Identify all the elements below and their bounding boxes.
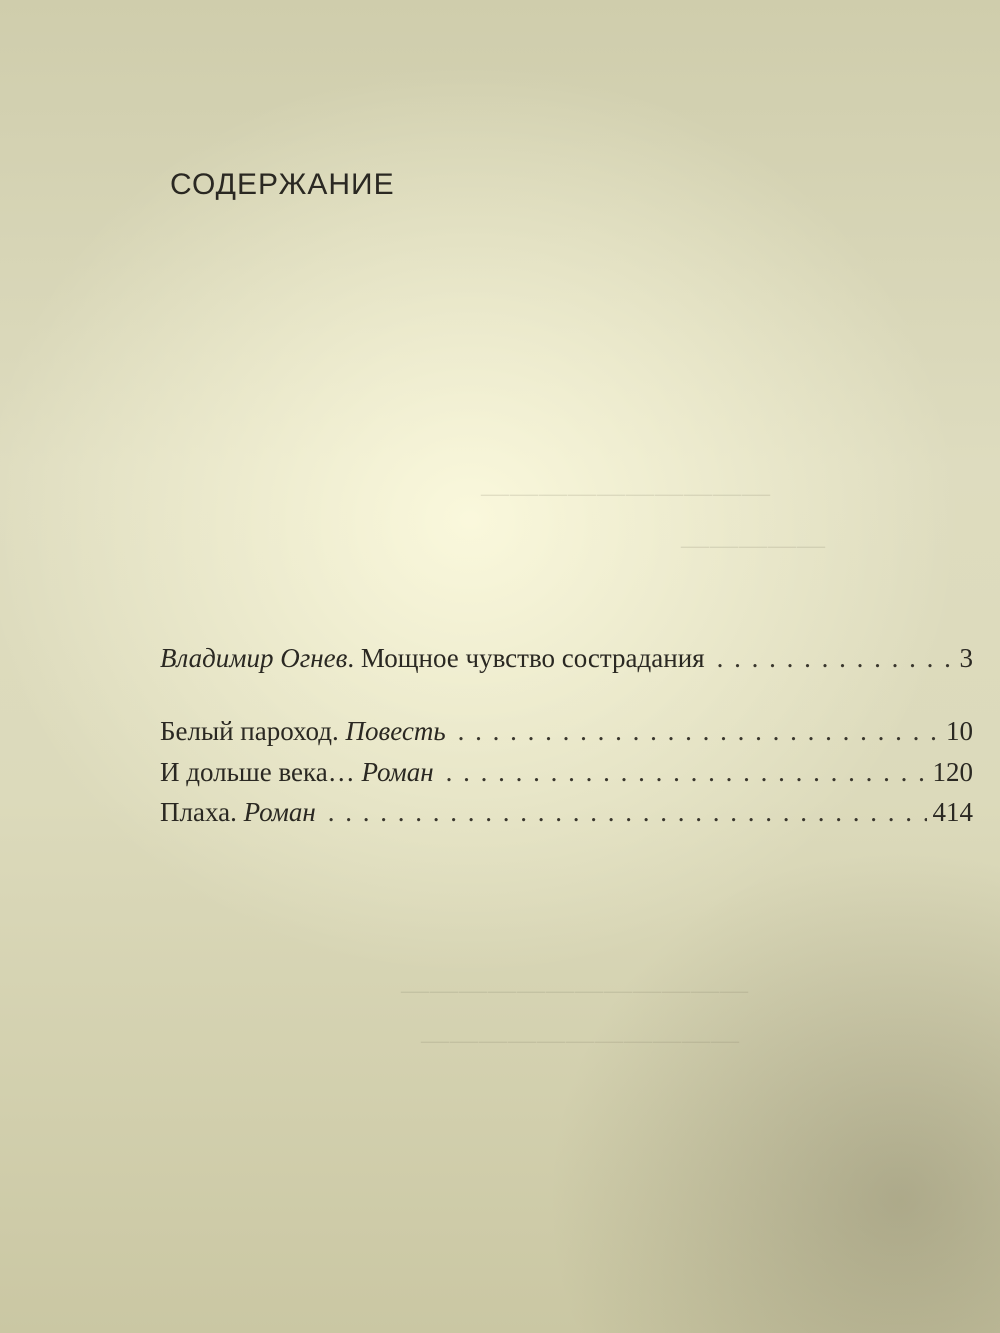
toc-leader-dots — [458, 716, 940, 747]
toc-entry[interactable] — [160, 716, 973, 747]
toc-entry[interactable] — [160, 757, 973, 788]
contents-heading: СОДЕРЖАНИЕ — [170, 168, 395, 201]
toc-work-title: И дольше века… — [160, 757, 355, 787]
bleed-through-text: ———————————— — [400, 975, 748, 1006]
toc-preface-separator: . — [347, 643, 361, 673]
toc-entry[interactable] — [160, 797, 973, 828]
toc-entry-title — [160, 716, 446, 747]
toc-work-genre: Роман — [243, 797, 316, 827]
bleed-through-text: ————— — [680, 530, 825, 561]
toc-leader-dots — [717, 643, 954, 674]
toc-preface-author: Владимир Огнев — [160, 643, 348, 673]
toc-entry-preface[interactable] — [160, 643, 973, 674]
toc-work-title: Белый пароход. — [160, 716, 339, 746]
toc-leader-dots — [328, 797, 927, 828]
bleed-through-text: —————————— — [480, 478, 770, 509]
toc-work-genre: Роман — [361, 757, 434, 787]
toc-leader-dots — [446, 757, 927, 788]
toc-entry-title — [160, 643, 705, 674]
toc-page-number: 120 — [932, 757, 973, 787]
toc-entry-title — [160, 797, 316, 828]
toc-preface-title: Мощное чувство сострадания — [360, 643, 705, 673]
toc-work-title: Плаха. — [160, 797, 237, 827]
bleed-through-text: ——————————— — [420, 1025, 739, 1056]
toc-page-number: 10 — [946, 716, 973, 746]
toc-page-number: 3 — [959, 643, 973, 673]
toc-entry-title — [160, 757, 434, 788]
toc-work-genre: Повесть — [345, 716, 446, 746]
toc-page-number: 414 — [932, 797, 973, 827]
